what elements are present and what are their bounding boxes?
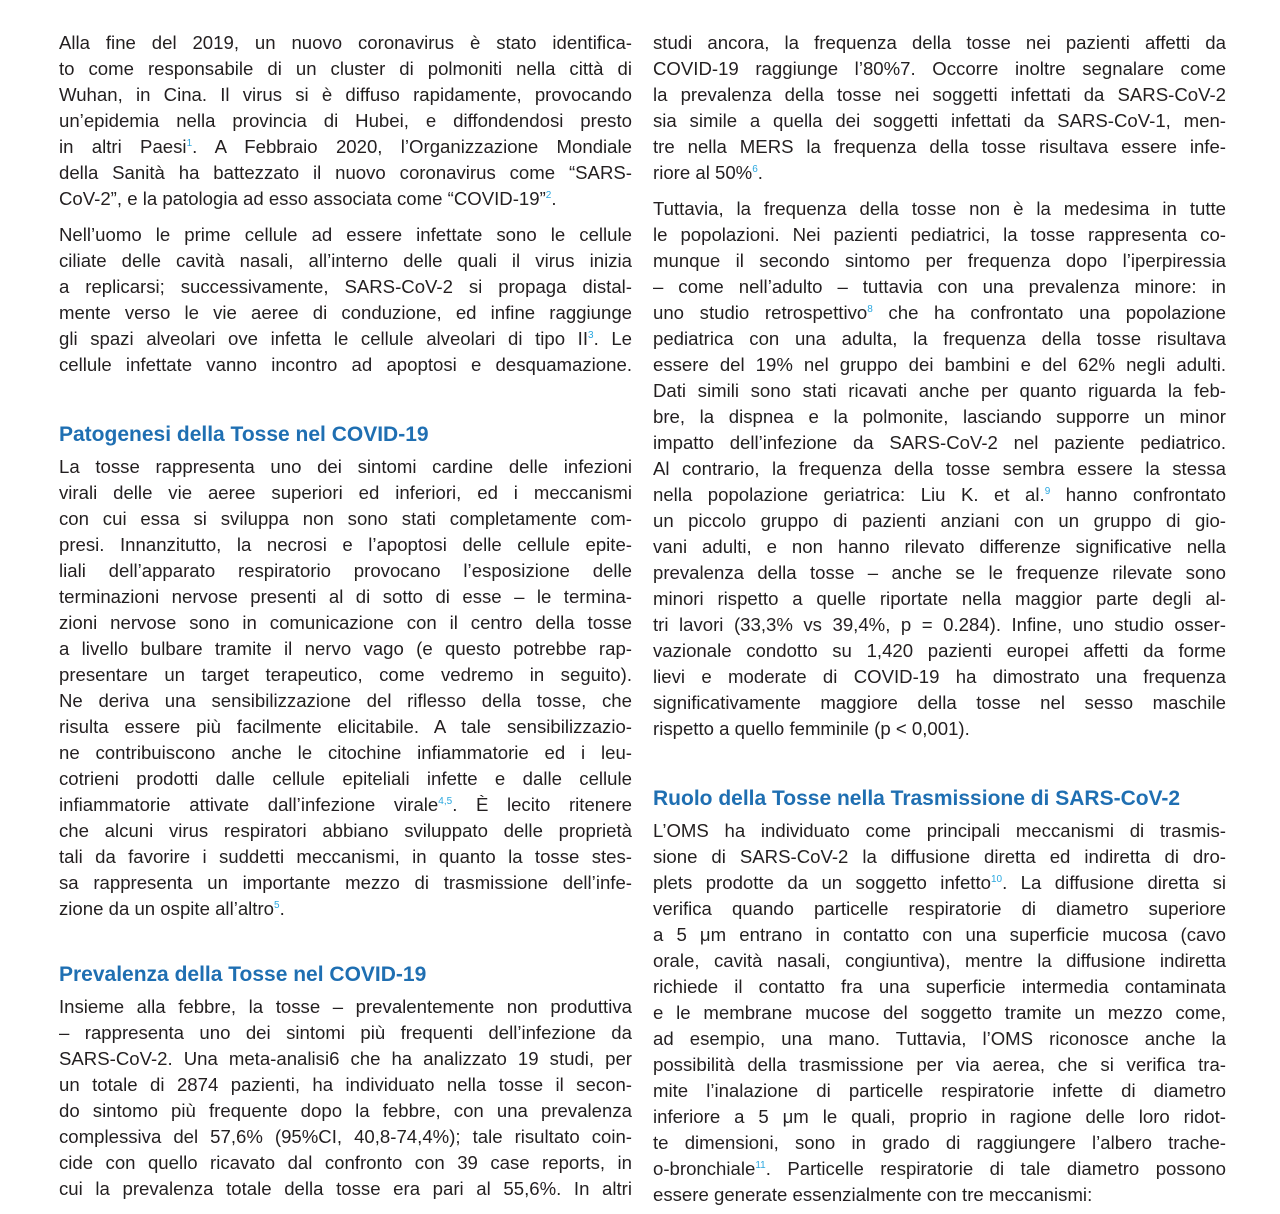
text-line: terminazioni nervose presenti al di sotto di esse – le termina- <box>59 586 632 607</box>
text-line: le popolazioni. Nei pazienti pediatrici, la tosse rappresenta co- <box>653 224 1226 245</box>
text-segment: infiammatorie attivate dall’infezione virale <box>59 794 439 815</box>
text-line: to come responsabile di un cluster di polmoniti nella città di <box>59 58 632 79</box>
text-segment: hanno confrontato <box>1050 484 1226 505</box>
text-line: presentare un target terapeutico, come vedremo in seguito). <box>59 664 632 685</box>
text-line: un totale di 2874 pazienti, ha individuato nella tosse il secon- <box>59 1074 632 1095</box>
reference-number: 11 <box>755 1159 766 1171</box>
text-segment: . A Febbraio 2020, l’Organizzazione Mondiale <box>192 136 632 157</box>
text-line: lievi e moderate di COVID-19 ha dimostrato una frequenza <box>653 666 1226 687</box>
text-line <box>653 870 1226 896</box>
text-line: a replicarsi; successivamente, SARS-CoV-2 si propaga distal- <box>59 276 632 297</box>
reference-number: 10 <box>990 873 1003 885</box>
text-line: Alla fine del 2019, un nuovo coronavirus è stato identifica- <box>59 32 632 53</box>
text-line <box>59 792 632 818</box>
paragraph-cells <box>59 222 632 378</box>
text-line: presi. Innanzitutto, la necrosi e l’apoptosi delle cellule epite- <box>59 534 632 555</box>
text-segment: gli spazi alveolari ove infetta le cellule alveolari di tipo II <box>59 328 588 349</box>
text-line <box>653 482 1226 508</box>
text-line: la prevalenza della tosse nei soggetti infettati da SARS-CoV-2 <box>653 84 1226 105</box>
reference-number: 4,5 <box>438 795 453 807</box>
text-line <box>653 300 1226 326</box>
text-line: SARS-CoV-2. Una meta-analisi6 che ha analizzato 19 studi, per <box>59 1048 632 1069</box>
text-line: cotrieni prodotti dalle cellule epiteliali infette e dalle cellule <box>59 768 632 789</box>
reference-number: 5 <box>274 899 280 911</box>
text-line: do sintomo più frequente dopo la febbre, con una prevalenza <box>59 1100 632 1121</box>
reference-number: 1 <box>186 137 193 149</box>
text-segment: . È lecito ritenere <box>452 794 632 815</box>
text-line: sa rappresenta un importante mezzo di trasmissione dell’infe- <box>59 872 632 893</box>
text-line: tri lavori (33,3% vs 39,4%, p = 0.284). Infine, uno studio osser- <box>653 614 1226 635</box>
reference-number: 9 <box>1044 485 1051 497</box>
paragraph-prevalenza-cont <box>653 30 1226 186</box>
text-line: impatto dell’infezione da SARS-CoV-2 nel paziente pediatrico. <box>653 432 1226 453</box>
text-line: della Sanità ha battezzato il nuovo coronavirus come “SARS- <box>59 162 632 183</box>
text-line: minori rispetto a quelle riportate nella maggior parte degli al- <box>653 588 1226 609</box>
text-line: prevalenza della tosse – anche se le frequenze rilevate sono <box>653 562 1226 583</box>
left-column <box>59 30 632 1202</box>
paragraph-trasmissione <box>653 818 1226 1208</box>
text-segment: o-bronchiale <box>653 1158 756 1179</box>
text-line: complessiva del 57,6% (95%CI, 40,8-74,4%); tale risultato coin- <box>59 1126 632 1147</box>
text-line: e le membrane mucose del soggetto tramite un mezzo come, <box>653 1002 1226 1023</box>
heading-patogenesi: Patogenesi della Tosse nel COVID-19 <box>59 423 429 446</box>
text-line <box>59 896 632 922</box>
text-line: virali delle vie aeree superiori ed inferiori, ed i meccanismi <box>59 482 632 503</box>
text-line: un’epidemia nella provincia di Hubei, e diffondendosi presto <box>59 110 632 131</box>
text-line: zioni nervose sono in comunicazione con il centro della tosse <box>59 612 632 633</box>
text-line: cellule infettate vanno incontro ad apoptosi e desquamazione. <box>59 354 632 375</box>
text-line: rispetto a quello femminile (p < 0,001). <box>653 718 970 739</box>
text-segment: zione da un ospite all’altro <box>59 898 274 919</box>
text-line: ciliate delle cavità nasali, all’interno delle quali il virus inizia <box>59 250 632 271</box>
text-line: mite l’inalazione di particelle respiratorie infette di diametro <box>653 1080 1226 1101</box>
text-line: studi ancora, la frequenza della tosse nei pazienti affetti da <box>653 32 1226 53</box>
text-line: Nell’uomo le prime cellule ad essere infettate sono le cellule <box>59 224 632 245</box>
text-line: risulta essere più facilmente elicitabile. A tale sensibilizzazio- <box>59 716 632 737</box>
reference-number: 2 <box>545 189 552 201</box>
reference-number: 6 <box>752 163 758 175</box>
text-segment: riore al 50% <box>653 162 753 183</box>
text-line: Tuttavia, la frequenza della tosse non è la medesima in tutte <box>653 198 1226 219</box>
text-line: ne contribuiscono anche le citochine infiammatorie ed i leu- <box>59 742 632 763</box>
right-column <box>653 30 1226 1208</box>
heading-prevalenza: Prevalenza della Tosse nel COVID-19 <box>59 963 427 986</box>
paragraph-popolazioni <box>653 196 1226 742</box>
text-segment: . La diffusione diretta si <box>1002 872 1226 893</box>
text-line: sione di SARS-CoV-2 la diffusione diretta ed indiretta di dro- <box>653 846 1226 867</box>
text-line: te dimensioni, sono in grado di raggiungere l’albero trache- <box>653 1132 1226 1153</box>
text-line: La tosse rappresenta uno dei sintomi cardine delle infezioni <box>59 456 632 477</box>
text-line: che alcuni virus respiratori abbiano sviluppato delle proprietà <box>59 820 632 841</box>
text-line: vazionale condotto su 1,420 pazienti europei affetti da forme <box>653 640 1226 661</box>
text-line <box>653 160 1226 186</box>
text-line: un piccolo gruppo di pazienti anziani con un gruppo di gio- <box>653 510 1226 531</box>
text-line: a livello bulbare tramite il nervo vago (e questo potrebbe rap- <box>59 638 632 659</box>
text-segment: uno studio retrospettivo <box>653 302 868 323</box>
text-line: orale, cavità nasali, congiuntiva), mentre la diffusione indiretta <box>653 950 1226 971</box>
paragraph-intro <box>59 30 632 212</box>
text-segment: . Le <box>593 328 632 349</box>
text-line: bre, la dispnea e la polmonite, lasciando supporre un minor <box>653 406 1226 427</box>
text-segment: . Particelle respiratorie di tale diametro possono <box>765 1158 1226 1179</box>
text-segment: . <box>757 162 763 183</box>
text-line: vani adulti, e non hanno rilevato differenze significative nella <box>653 536 1226 557</box>
reference-number: 3 <box>588 329 594 341</box>
text-line: ad esempio, una mano. Tuttavia, l’OMS riconosce anche la <box>653 1028 1226 1049</box>
text-line: tali da favorire i suddetti meccanismi, in quanto la tosse stes- <box>59 846 632 867</box>
text-segment: nella popolazione geriatrica: Liu K. et al. <box>653 484 1045 505</box>
text-segment: che ha confrontato una popolazione <box>872 302 1226 323</box>
paragraph-prevalenza <box>59 994 632 1202</box>
text-line: essere generate essenzialmente con tre meccanismi: <box>653 1184 1093 1205</box>
text-line: cide con quello ricavato dal confronto con 39 case reports, in <box>59 1152 632 1173</box>
text-line: verifica quando particelle respiratorie di diametro superiore <box>653 898 1226 919</box>
text-line <box>59 134 632 160</box>
text-line: – come nell’adulto – tuttavia con una prevalenza minore: in <box>653 276 1226 297</box>
paragraph-patogenesi <box>59 454 632 922</box>
text-segment: in altri Paesi <box>59 136 187 157</box>
text-line: mente verso le vie aeree di conduzione, ed infine raggiunge <box>59 302 632 323</box>
text-line: – rappresenta uno dei sintomi più frequenti dell’infezione da <box>59 1022 632 1043</box>
text-line: con cui essa si sviluppa non sono stati completamente com- <box>59 508 632 529</box>
text-line: liali dell’apparato respiratorio provocano l’esposizione delle <box>59 560 632 581</box>
text-line: sia simile a quella dei soggetti infettati da SARS-CoV-1, men- <box>653 110 1226 131</box>
heading-trasmissione: Ruolo della Tosse nella Trasmissione di SARS-CoV-2 <box>653 787 1181 810</box>
text-line: inferiore a 5 μm le quali, proprio in ragione delle loro ridot- <box>653 1106 1226 1127</box>
text-line <box>59 326 632 352</box>
text-line: a 5 μm entrano in contatto con una superficie mucosa (cavo <box>653 924 1226 945</box>
text-line: richiede il contatto fra una superficie intermedia contaminata <box>653 976 1226 997</box>
text-line: tre nella MERS la frequenza della tosse risultava essere infe- <box>653 136 1226 157</box>
reference-number: 8 <box>867 303 873 315</box>
text-line: Wuhan, in Cina. Il virus si è diffuso rapidamente, provocando <box>59 84 632 105</box>
text-line: Insieme alla febbre, la tosse – prevalentemente non produttiva <box>59 996 632 1017</box>
text-line <box>653 1156 1226 1182</box>
text-segment: . <box>551 188 557 209</box>
text-segment: . <box>279 898 285 919</box>
text-line: L’OMS ha individuato come principali meccanismi di trasmis- <box>653 820 1226 841</box>
text-line: significativamente maggiore della tosse nel sesso maschile <box>653 692 1226 713</box>
text-segment: plets prodotte da un soggetto infetto <box>653 872 991 893</box>
text-line <box>59 186 632 212</box>
text-line: pediatrica con una adulta, la frequenza della tosse risultava <box>653 328 1226 349</box>
text-line: essere del 19% nel gruppo dei bambini e del 62% negli adulti. <box>653 354 1226 375</box>
text-line: COVID-19 raggiunge l’80%7. Occorre inoltre segnalare come <box>653 58 1226 79</box>
text-line: cui la prevalenza totale della tosse era pari al 55,6%. In altri <box>59 1178 632 1199</box>
text-line: Ne deriva una sensibilizzazione del riflesso della tosse, che <box>59 690 632 711</box>
text-line: Al contrario, la frequenza della tosse sembra essere la stessa <box>653 458 1226 479</box>
text-line: munque il secondo sintomo per frequenza dopo l’iperpiressia <box>653 250 1226 271</box>
text-line: possibilità della trasmissione per via aerea, che si verifica tra- <box>653 1054 1226 1075</box>
text-segment: CoV-2”, e la patologia ad esso associata come “COVID-19” <box>59 188 546 209</box>
text-line: Dati simili sono stati ricavati anche per quanto riguarda la feb- <box>653 380 1226 401</box>
